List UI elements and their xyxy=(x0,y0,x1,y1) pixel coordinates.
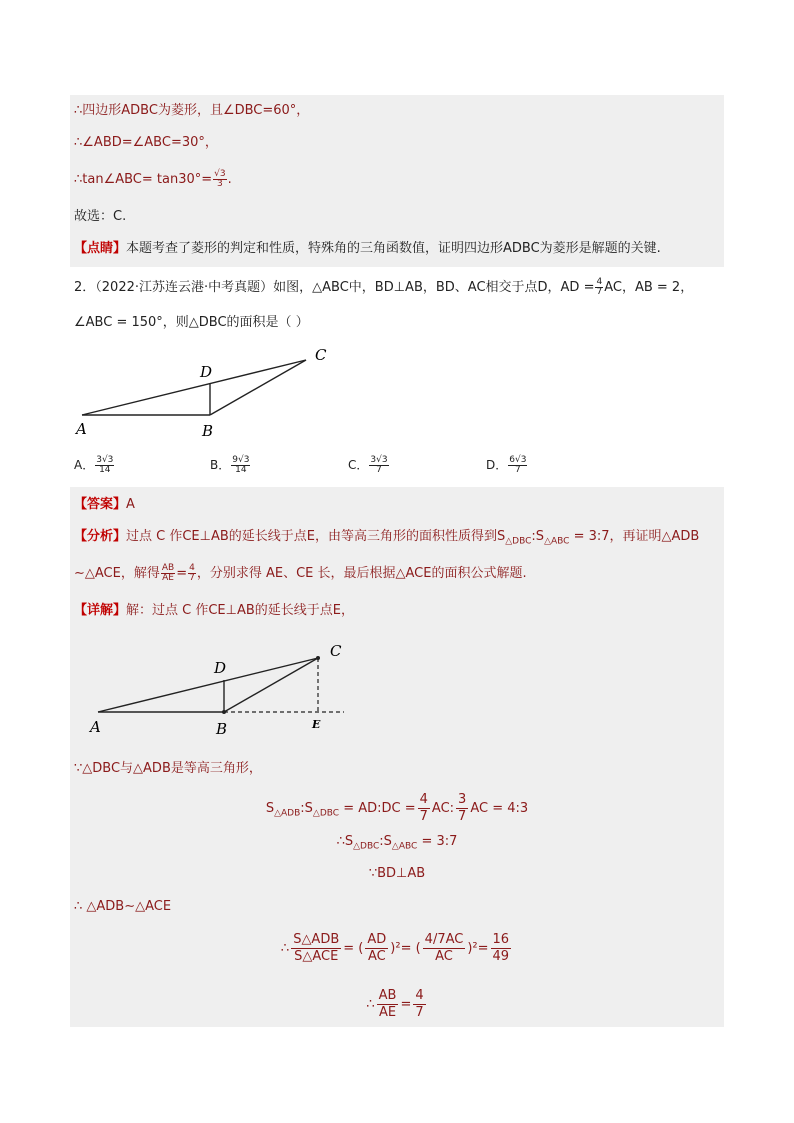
fig1-label-a: A xyxy=(76,420,87,438)
option-b: B． $\frac{9√3}{14}$ xyxy=(210,455,250,475)
solution-line-3: ∴tan∠ABC= tan30°= $\frac{√3}{3}$ . xyxy=(74,169,232,189)
option-d: D． $\frac{6√3}{7}$ xyxy=(486,455,527,475)
fig2-label-a: A xyxy=(90,718,101,736)
equation-3: ∵BD⊥AB xyxy=(368,866,426,881)
equation-4: ∴ △ADB∼△ACE xyxy=(74,899,172,914)
fig2-label-b: B xyxy=(216,720,228,738)
answer-choice: 故选：C. xyxy=(74,209,127,224)
equation-6: ∴ $\frac{AB}{AE}$ = $\frac{4}{7}$ xyxy=(366,988,424,1020)
because-line-1: ∵△DBC与△ADB是等高三角形， xyxy=(74,761,262,776)
option-c: C． $\frac{3√3}{7}$ xyxy=(348,455,388,475)
option-a: A． $\frac{3√3}{14}$ xyxy=(74,455,114,475)
fig1-label-b: B xyxy=(202,422,214,440)
question-line-2: ∠ABC = 150°，则△DBC的面积是（ ） xyxy=(74,315,309,330)
triangle-figure-2 xyxy=(86,640,366,740)
triangle-figure-1 xyxy=(70,340,350,440)
answer-line: 【答案】A xyxy=(74,497,135,512)
comment-line: 【点睛】本题考查了菱形的判定和性质，特殊角的三角函数值，证明四边形ADBC为菱形是解题的关键. xyxy=(74,241,661,256)
answer-tag: 【答案】 xyxy=(74,497,127,512)
detail-tag: 【详解】 xyxy=(74,603,127,618)
solution-line-1: ∴四边形ADBC为菱形，且∠DBC=60°， xyxy=(74,103,310,118)
fig2-label-d: D xyxy=(214,659,227,677)
fig2-label-e: E xyxy=(312,718,321,731)
solution-line-2: ∴∠ABD=∠ABC=30°， xyxy=(74,135,218,150)
equation-1: $S_{\triangle ADB}:S_{\triangle DBC}$ = AD:DC = $\frac{4}{7}$ AC: $\frac{3}{7}$ AC = 4:3 xyxy=(265,792,529,824)
fig1-label-d: D xyxy=(200,363,213,381)
equation-5: ∴ S△ADB S△ACE = ( $\frac{AD}{AC}$ )²= ( $\frac{4/7AC}{AC}$ )²= $\frac{16}{49}$ xyxy=(280,932,510,964)
equation-2: $\therefore S_{\triangle DBC}:S_{\triangle ABC}$ = 3:7 xyxy=(336,834,458,852)
detail-intro: 【详解】解：过点 C 作CE⊥AB的延长线于点E， xyxy=(74,603,354,618)
analysis-tag: 【分析】 xyxy=(74,529,127,544)
fig1-label-c: C xyxy=(315,346,327,364)
comment-tag: 【点睛】 xyxy=(74,241,127,256)
analysis-line-1: 【分析】过点 C 作CE⊥AB的延长线于点E，由等高三角形的面积性质得到$S_{\triangle DBC}:S_{\triangle ABC}$ = 3:7，再证明△ADB xyxy=(74,529,700,547)
question-line-1: 2．（2022·江苏连云港·中考真题）如图，△ABC中，BD⊥AB，BD、AC相交于点D，AD = $\frac{4}{7}$ AC，AB = 2， xyxy=(74,277,694,297)
analysis-line-2: ∼△ACE，解得 $\frac{AB}{AE}$ = $\frac{4}{7}$ ，分别求得 AE、CE 长，最后根据△ACE的面积公式解题. xyxy=(74,563,527,583)
fig2-label-c: C xyxy=(330,642,342,660)
